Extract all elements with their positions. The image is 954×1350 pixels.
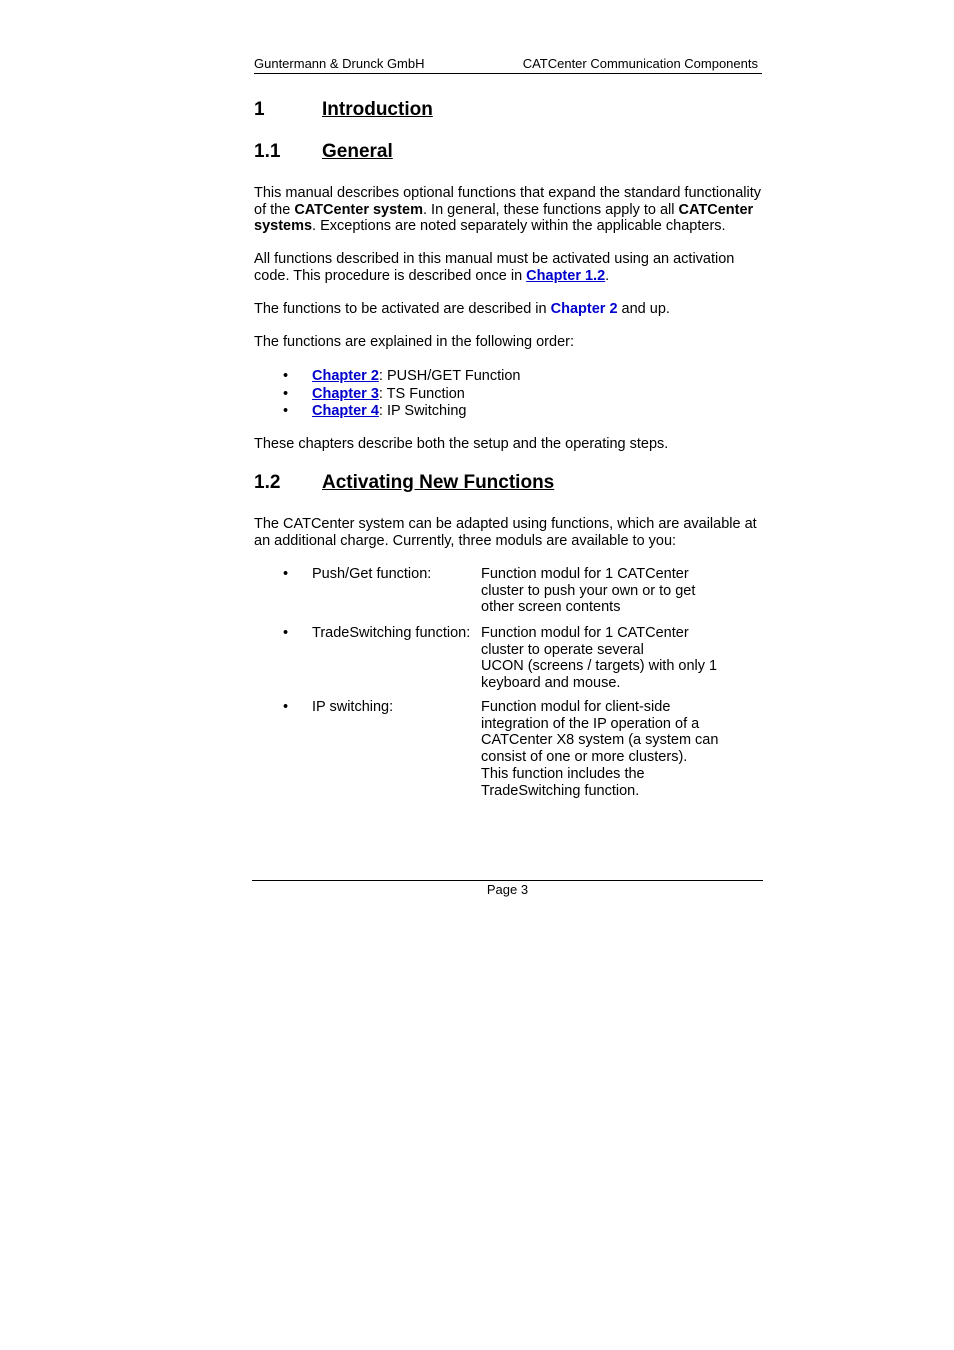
text: . [605,267,610,284]
description-line: Function modul for 1 CATCenter [481,566,689,582]
module-description [481,625,731,692]
chapter-1-2-link[interactable]: Chapter 1.2 [526,267,606,284]
page-header [254,55,762,74]
page-number: Page 3 [486,882,529,897]
chapter-4-list-link[interactable]: Chapter 4 [312,403,379,419]
text: : IP Switching [378,403,467,419]
description-line: keyboard and mouse. [481,675,621,692]
chapter-3-list-link[interactable]: Chapter 3 [312,386,379,402]
description-line: CATCenter X8 system (a system can [481,732,719,749]
general-paragraph-4: The functions are explained in the following order: [254,334,574,350]
text: : TS Function [378,386,465,402]
description-line: consist of one or more clusters). [481,749,688,766]
bullet: • [283,625,289,641]
text: . Exceptions are noted separately within the applicable chapters. [312,218,726,235]
description-line: other screen contents [481,599,621,616]
bullet: • [283,386,289,402]
general-paragraph-2 [254,251,764,284]
module-description [481,566,731,616]
footer-divider [252,880,763,881]
heading-title: Introduction [322,99,433,120]
description-line: cluster to push your own or to get [481,582,696,599]
heading-title: Activating New Functions [322,472,555,493]
general-paragraph-5: These chapters describe both the setup and the operating steps. [254,436,669,452]
description-line: cluster to operate several [481,641,644,658]
description-line: UCON (screens / targets) with only 1 [481,658,718,675]
description-line: This function includes the [481,765,645,782]
activating-paragraph-1: The CATCenter system can be adapted using functions, which are available at an additional charge. Currently, three moduls are available to you: [254,516,757,549]
general-paragraph-3 [254,301,764,318]
header-product: CATCenter Communication Components [522,56,758,71]
module-name: IP switching: [312,699,394,715]
bullet: • [283,566,289,582]
text: : PUSH/GET Function [378,368,521,384]
chapter-2-link[interactable]: Chapter 2 [550,301,618,317]
bullet: • [283,699,289,715]
heading-title: General [322,141,393,162]
heading-number: 1.2 [254,472,281,493]
heading-number: 1.1 [254,141,281,162]
description-line: Function modul for client-side [481,699,671,715]
bullet: • [283,403,289,419]
text: and up. [617,301,670,317]
bold-text: CATCenter systems [254,201,754,235]
heading-number: 1 [254,99,265,120]
list-item [312,403,466,420]
header-company: Guntermann & Drunck GmbH [254,56,425,71]
text: The functions to be activated are described in [254,301,551,317]
list-item [312,386,465,403]
general-paragraph-1 [254,185,764,235]
text: All functions described in this manual must be activated using an activation code. This procedure is described once in [254,251,735,284]
chapter-2-list-link[interactable]: Chapter 2 [312,368,379,384]
bold-text: CATCenter system [294,201,423,218]
module-name: Push/Get function: [312,566,432,582]
list-item [312,368,520,385]
description-line: TradeSwitching function. [481,782,640,799]
module-name: TradeSwitching function: [312,625,471,641]
text: . In general, these functions apply to all [422,201,679,218]
description-line: integration of the IP operation of a [481,715,700,732]
description-line: Function modul for 1 CATCenter [481,625,689,641]
bullet: • [283,368,289,384]
text: This manual describes optional functions that expand the standard functionality of the [254,185,762,218]
module-description [481,699,731,799]
